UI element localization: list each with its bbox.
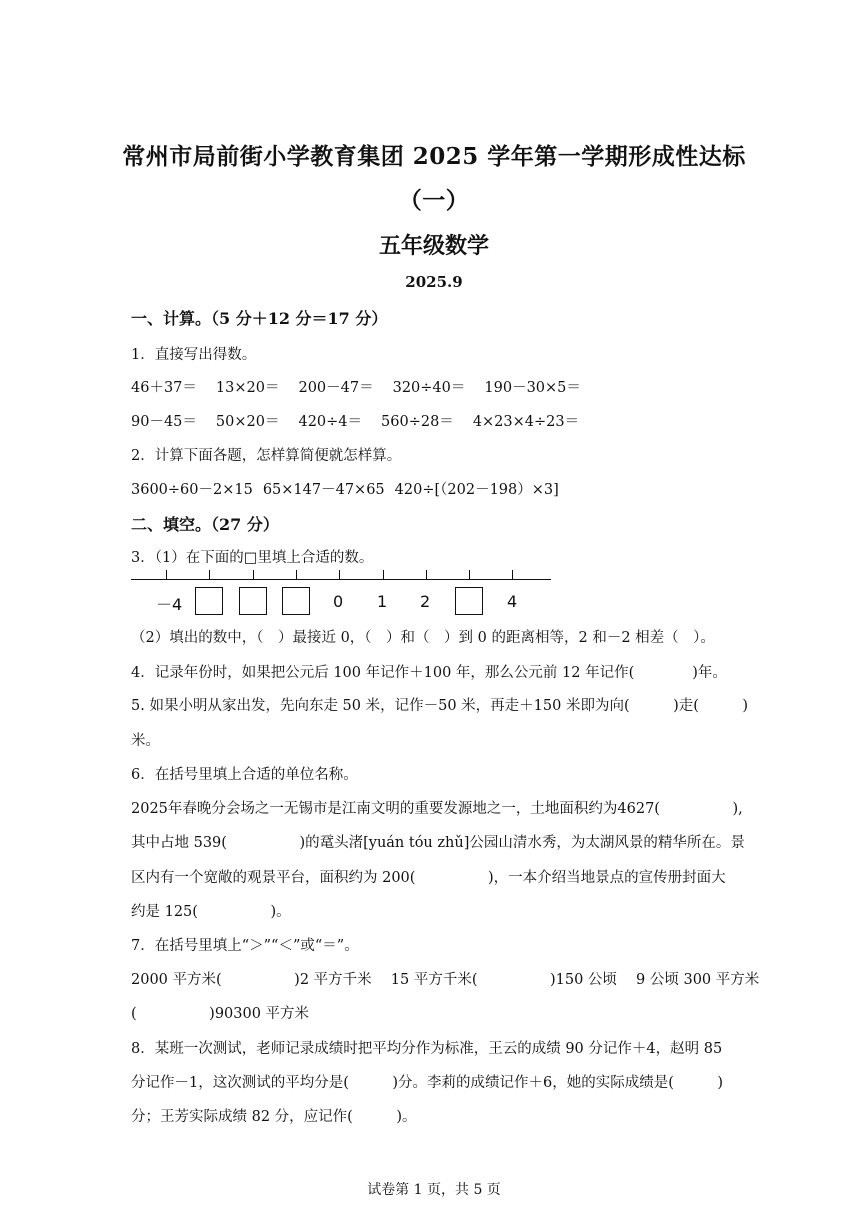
- number-line-tick: [209, 570, 210, 580]
- q6-line: 区内有一个宽敞的观景平台，面积约为 200( )，一本介绍当地景点的宣传册封面大: [131, 870, 726, 886]
- exam-title-part: （一）: [398, 187, 470, 214]
- number-line-tick: [296, 570, 297, 580]
- q1-item: 13×20＝: [215, 380, 280, 396]
- number-line-label: 1: [377, 592, 388, 611]
- q6-line: 约是 125( )。: [131, 904, 291, 920]
- number-line-tick: [426, 570, 427, 580]
- section1-heading: 一、计算。（5 分＋12 分＝17 分）: [131, 309, 388, 328]
- q3-prompt: 3．（1）在下面的□里填上合适的数。: [131, 550, 374, 566]
- exam-date: 2025.9: [405, 273, 463, 291]
- q5-line2: 米。: [131, 733, 160, 749]
- number-line-label: 4: [507, 592, 518, 611]
- number-line-tick: [166, 570, 167, 580]
- q6-line: 其中占地 539( )的鼋头渚[yuán tóu zhǔ]公园山清水秀，为太湖风景的精华所在。景: [131, 835, 745, 851]
- answer-box[interactable]: [195, 587, 223, 615]
- q1-item: 90－45＝: [131, 414, 197, 430]
- q7-prompt: 7．在括号里填上“＞”“＜”或“＝”。: [131, 938, 359, 954]
- q6-prompt: 6．在括号里填上合适的单位名称。: [131, 767, 358, 783]
- number-line-tick: [383, 570, 384, 580]
- number-line-tick: [512, 570, 513, 580]
- q1-item: 320÷40＝: [392, 380, 466, 396]
- q1-item: 420÷4＝: [298, 414, 363, 430]
- answer-box[interactable]: [239, 587, 267, 615]
- q3-part2: （2）填出的数中，（ ）最接近 0，（ ）和（ ）到 0 的距离相等，2 和－2 相差（ ）。: [131, 630, 715, 646]
- q2-item: 3600÷60－2×15: [131, 482, 253, 498]
- q5-line1: 5. 如果小明从家出发，先向东走 50 米，记作－50 米，再走＋150 米即为向( )走( ): [131, 698, 749, 714]
- q4: 4．记录年份时，如果把公元后 100 年记作＋100 年，那么公元前 12 年记作( )年。: [131, 665, 727, 681]
- q2-row: [131, 478, 578, 499]
- q2-prompt: 2．计算下面各题，怎样算简便就怎样算。: [131, 448, 402, 464]
- q1-item: 200－47＝: [298, 380, 374, 396]
- q1-prompt: 1．直接写出得数。: [131, 347, 257, 363]
- q1-row1: [131, 376, 600, 397]
- number-line-tick: [253, 570, 254, 580]
- q8-line: 8．某班一次测试，老师记录成绩时把平均分作为标准，王云的成绩 90 分记作＋4，赵明 85: [131, 1041, 723, 1057]
- q2-item: 65×147－47×65: [262, 482, 385, 498]
- q1-item: 560÷28＝: [381, 414, 454, 430]
- number-line-label: 0: [333, 592, 344, 611]
- q1-item: 46＋37＝: [131, 380, 197, 396]
- q8-line: 分；王芳实际成绩 82 分，应记作( )。: [131, 1109, 417, 1125]
- exam-title: 常州市局前街小学教育集团 2025 学年第一学期形成性达标: [122, 143, 746, 170]
- q7-line: ( )90300 平方米: [131, 1006, 310, 1022]
- number-line-axis: [131, 579, 551, 580]
- number-line-label: 2: [420, 592, 431, 611]
- q6-line: 2025年春晚分会场之一无锡市是江南文明的重要发源地之一，土地面积约为4627( ),: [131, 801, 743, 817]
- number-line-tick: [339, 570, 340, 580]
- answer-box[interactable]: [282, 587, 310, 615]
- q7-line: 2000 平方米( )2 平方千米 15 平方千米( )150 公顷 9 公顷 300 平方米: [131, 972, 760, 988]
- page-footer: 试卷第 1 页，共 5 页: [367, 1182, 501, 1198]
- answer-box[interactable]: [455, 587, 483, 615]
- section2-heading: 二、填空。（27 分）: [131, 515, 279, 534]
- q1-item: 4×23×4÷23＝: [472, 414, 580, 430]
- q1-item: 50×20＝: [215, 414, 280, 430]
- q1-row2: [131, 410, 598, 431]
- q8-line: 分记作－1，这次测试的平均分是( )分。李莉的成绩记作＋6，她的实际成绩是( ): [131, 1075, 724, 1091]
- exam-subject: 五年级数学: [378, 233, 489, 259]
- number-line-label: －4: [156, 595, 183, 614]
- number-line-tick: [469, 570, 470, 580]
- q1-item: 190－30×5＝: [484, 380, 581, 396]
- q2-item: 420÷[（202－198）×3]: [394, 482, 559, 498]
